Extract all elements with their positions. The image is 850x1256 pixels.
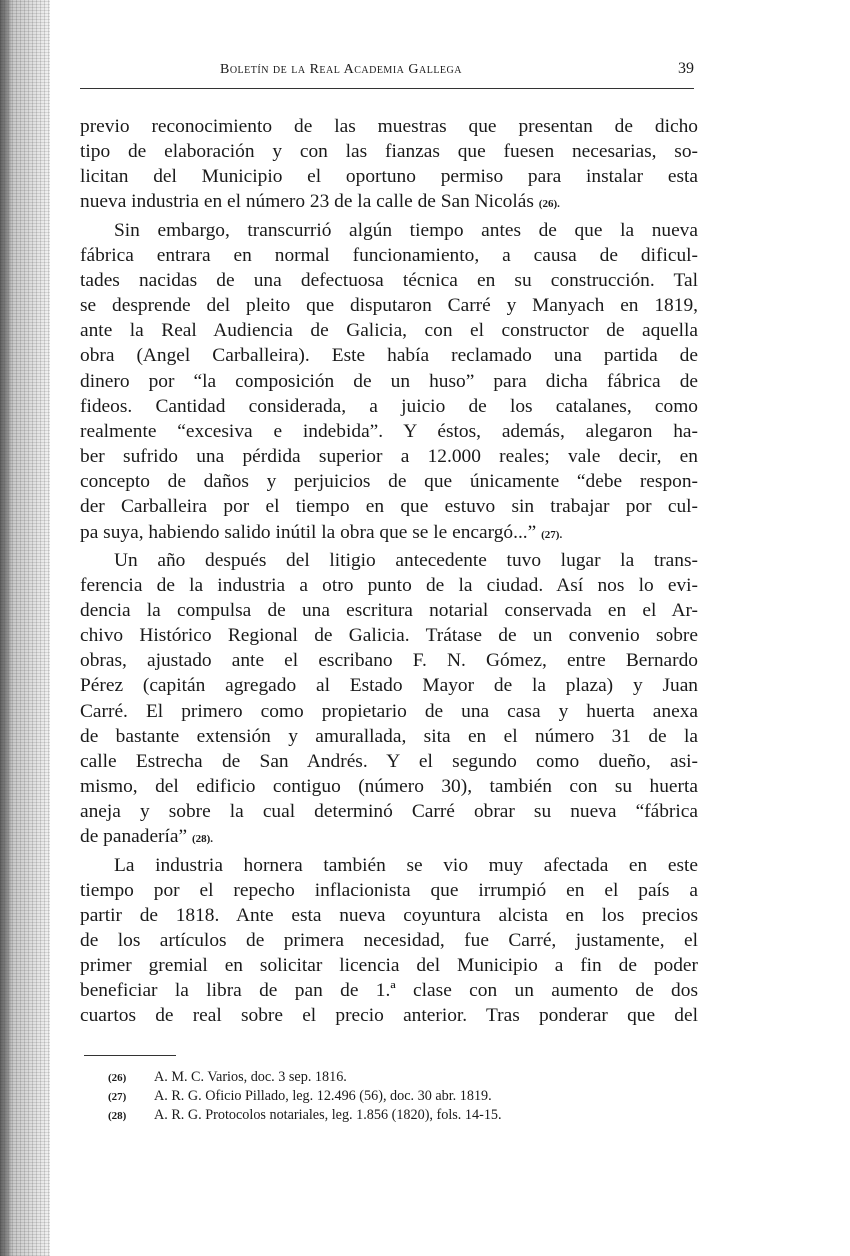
journal-title: Boletín de la Real Academia Gallega [220,62,462,77]
text-line: licitan del Municipio el oportuno permiso para instalar esta [80,166,698,188]
text-line: Pérez (capitán agregado al Estado Mayor de la plaza) y Juan [80,675,698,697]
text-line: concepto de daños y perjuicios de que únicamente “debe respon- [80,471,698,493]
header-rule [80,88,694,89]
text-line: de los artículos de primera necesidad, fue Carré, justamente, el [80,930,698,951]
text-line: obras, ajustado ante el escribano F. N. Gómez, entre Bernardo [80,650,698,672]
footnote-text: A. M. C. Varios, doc. 3 sep. 1816. [154,1069,347,1085]
text-line: mismo, del edificio contiguo (número 30), también con su huerta [80,776,698,798]
text-line: ferencia de la industria a otro punto de la ciudad. Así nos lo evi- [80,574,698,596]
footnote-27 [108,1087,708,1106]
text-line: aneja y sobre la cual determinó Carré obrar su nueva “fábrica [80,801,698,823]
text-line: se desprende del pleito que disputaron Carré y Manyach en 1819, [80,295,698,317]
text-line [80,189,698,217]
footnote-ref-27: (27). [541,528,563,541]
running-header [80,58,694,84]
footnote-26 [108,1068,708,1087]
text-line: fideos. Cantidad considerada, a juicio de los catalanes, como [80,395,698,417]
text-line: ber sufrido una pérdida superior a 12.000 reales; vale decir, en [80,446,698,468]
text-segment: pa suya, habiendo salido inútil la obra que se le encargó...” [80,521,537,543]
body-text [80,114,698,1029]
footnote-marker: (28) [108,1110,127,1122]
footnotes [108,1068,708,1125]
text-line: primer gremial en solicitar licencia del Municipio a fin de poder [80,955,698,977]
page-binding-shadow [0,0,12,1256]
text-line: tiempo por el repecho inflacionista que irrumpió en el país a [80,879,698,901]
text-line: realmente “excesiva e indebida”. Y éstos, además, alegaron ha- [80,420,698,442]
text-line: beneficiar la libra de pan de 1.ª clase con un aumento de dos [80,980,698,1002]
text-line: partir de 1818. Ante esta nueva coyuntura alcista en los precios [80,904,698,926]
footnote-rule [84,1055,176,1056]
page-number: 39 [678,60,694,77]
text-line: obra (Angel Carballeira). Este había reclamado una partida de [80,345,698,367]
footnote-28 [108,1106,708,1125]
text-line: cuartos de real sobre el precio anterior. Tras ponderar que del [80,1005,698,1027]
text-segment: de panadería” [80,826,188,848]
footnote-text: A. R. G. Protocolos notariales, leg. 1.856 (1820), fols. 14-15. [154,1107,502,1123]
text-line [80,824,698,852]
text-line: tipo de elaboración y con las fianzas que fuesen necesarias, so- [80,141,698,163]
footnote-ref-28: (28). [191,833,214,846]
text-segment: nueva industria en el número 23 de la calle de San Nicolás [80,191,534,213]
text-line: dinero por “la composición de un huso” para dicha fábrica de [80,370,698,392]
paragraph-start-line: Sin embargo, transcurrió algún tiempo antes de que la nueva [114,219,698,241]
text-line: tades nacidas de una defectuosa técnica en su construcción. Tal [80,269,698,291]
text-line [80,520,698,548]
text-line: chivo Histórico Regional de Galicia. Trátase de un convenio sobre [80,625,698,647]
footnote-ref-26: (26). [538,198,560,211]
text-line: previo reconocimiento de las muestras que presentan de dicho [80,116,698,137]
footnote-text: A. R. G. Oficio Pillado, leg. 12.496 (56), doc. 30 abr. 1819. [154,1088,492,1104]
text-line: dencia la compulsa de una escritura notarial conservada en el Ar- [80,599,698,621]
paragraph-start-line: Un año después del litigio antecedente tuvo lugar la trans- [114,549,698,571]
text-line: calle Estrecha de San Andrés. Y el segundo como dueño, asi- [80,750,698,772]
text-line: der Carballeira por el tiempo en que estuvo sin trabajar por cul- [80,496,698,518]
paragraph-start-line: La industria hornera también se vio muy afectada en este [114,854,698,876]
footnote-marker: (27) [108,1091,127,1103]
footnote-marker: (26) [108,1072,127,1084]
text-line: ante la Real Audiencia de Galicia, con el constructor de aquella [80,320,698,342]
text-line: de bastante extensión y amurallada, sita en el número 31 de la [80,725,698,747]
text-line: fábrica entrara en normal funcionamiento, a causa de dificul- [80,244,698,266]
text-line: Carré. El primero como propietario de una casa y huerta anexa [80,700,698,722]
